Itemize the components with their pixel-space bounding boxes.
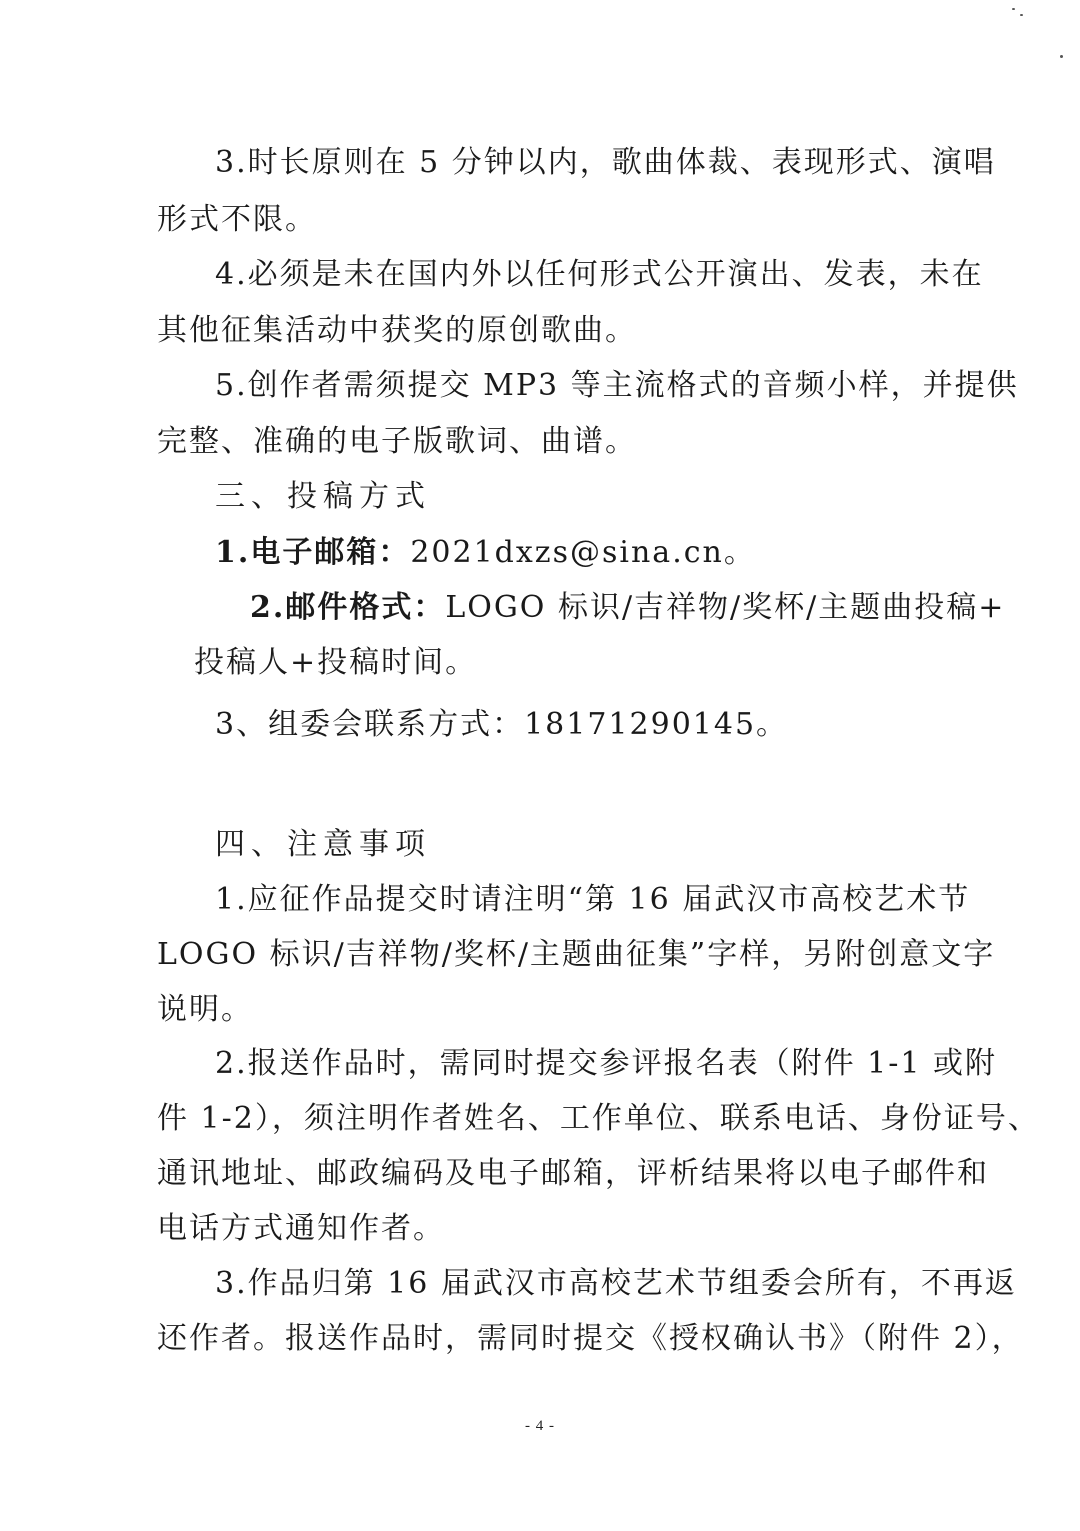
submission-format-row [250, 588, 1005, 628]
submission-email-row [215, 533, 756, 573]
submission-heading: 三、投稿方式 [215, 479, 431, 514]
submission-format-line-2: 投稿人+投稿时间。 [194, 645, 478, 680]
requirement-4-line-2: 其他征集活动中获奖的原创歌曲。 [157, 313, 637, 348]
note-2-line-3: 通讯地址、邮政编码及电子邮箱，评析结果将以电子邮件和 [157, 1156, 989, 1191]
submission-email-value: 2021dxzs@sina.cn。 [410, 535, 756, 570]
note-1-line-3: 说明。 [157, 992, 253, 1027]
requirement-5-line-1: 5.创作者需须提交 MP3 等主流格式的音频小样，并提供 [215, 368, 1019, 403]
requirement-3-line-2: 形式不限。 [157, 202, 317, 237]
submission-contact: 3、组委会联系方式：18171290145。 [215, 707, 789, 742]
submission-format-label: 2.邮件格式： [250, 590, 446, 625]
note-1-line-1: 1.应征作品提交时请注明“第 16 届武汉市高校艺术节 [215, 882, 971, 917]
scan-speck [1012, 8, 1015, 10]
notes-heading: 四、注意事项 [215, 827, 431, 862]
requirement-4-line-1: 4.必须是未在国内外以任何形式公开演出、发表，未在 [215, 257, 984, 292]
requirement-3-line-1: 3.时长原则在 5 分钟以内，歌曲体裁、表现形式、演唱 [215, 145, 996, 180]
note-2-line-1: 2.报送作品时，需同时提交参评报名表（附件 1-1 或附 [215, 1046, 998, 1081]
note-3-line-1: 3.作品归第 16 届武汉市高校艺术节组委会所有，不再返 [215, 1266, 1017, 1301]
submission-format-line-1: LOGO 标识/吉祥物/奖杯/主题曲投稿+ [445, 590, 1006, 625]
note-2-line-2: 件 1-2），须注明作者姓名、工作单位、联系电话、身份证号、 [157, 1101, 1040, 1136]
note-3-line-2: 还作者。报送作品时，需同时提交《授权确认书》（附件 2）， [157, 1321, 1024, 1356]
submission-email-label: 1.电子邮箱： [215, 535, 411, 570]
scan-speck [1020, 14, 1023, 16]
note-1-line-2: LOGO 标识/吉祥物/奖杯/主题曲征集”字样，另附创意文字 [157, 937, 996, 972]
note-2-line-4: 电话方式通知作者。 [157, 1211, 445, 1246]
scan-speck [1060, 55, 1063, 58]
page-number: - 4 - [525, 1418, 555, 1434]
requirement-5-line-2: 完整、准确的电子版歌词、曲谱。 [157, 424, 637, 459]
